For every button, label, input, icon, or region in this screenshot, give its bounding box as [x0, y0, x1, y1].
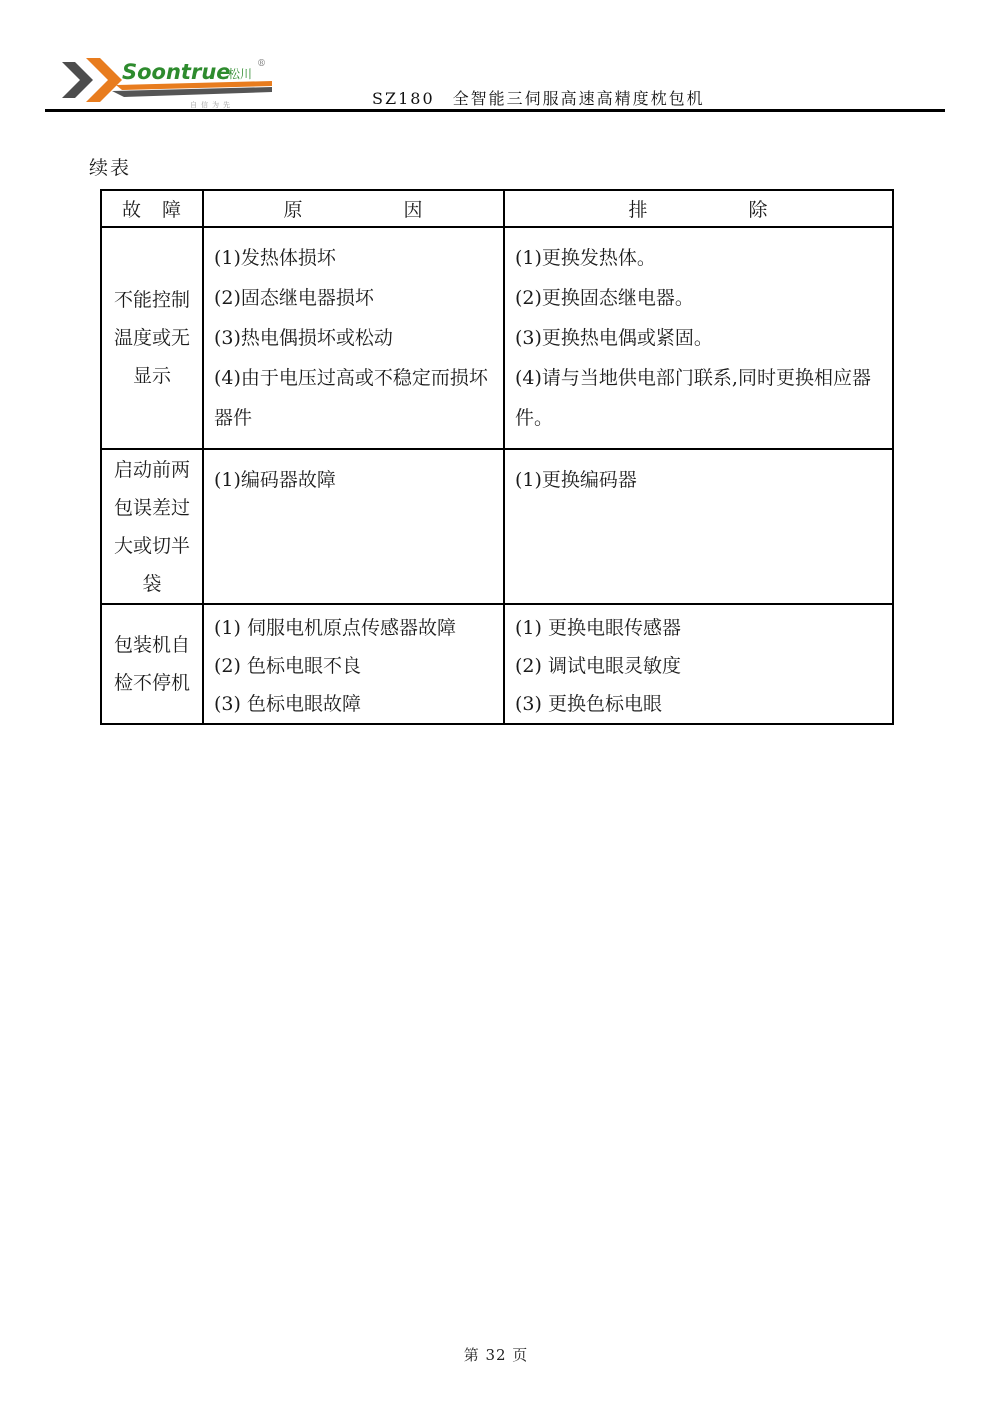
- remedy-cell: [504, 604, 893, 724]
- fault-cell: [101, 604, 203, 724]
- remedy-cell: [504, 449, 893, 604]
- cause-item: (1) 伺服电机原点传感器故障: [214, 617, 456, 639]
- remedy-item: (4)请与当地供电部门联系,同时更换相应器件。: [515, 367, 871, 429]
- remedy-item: (1)更换编码器: [515, 469, 637, 491]
- remedy-item: (2) 调试电眼灵敏度: [515, 655, 681, 677]
- fault-line: 启动前两: [113, 458, 190, 481]
- cause-item: (2)固态继电器损坏: [214, 287, 374, 309]
- column-header-remedy: 排 除: [504, 190, 893, 227]
- fault-line: 包误差过: [113, 496, 190, 519]
- fault-cell: [101, 449, 203, 604]
- remedy-item: (3)更换热电偶或紧固。: [515, 327, 713, 349]
- brand-name: Soontrue: [122, 60, 231, 84]
- cause-cell: [203, 227, 504, 449]
- registered-mark: ®: [257, 59, 266, 69]
- soontrue-logo: [60, 48, 275, 110]
- continued-table-label: 续表: [89, 157, 132, 179]
- double-chevron-icon: [62, 58, 122, 102]
- fault-cell: [101, 227, 203, 449]
- cause-cell: [203, 604, 504, 724]
- table-row: [101, 227, 893, 449]
- page-header: [0, 0, 992, 115]
- fault-line: 显示: [132, 365, 171, 387]
- column-header-cause: 原 因: [203, 190, 504, 227]
- fault-line: 包装机自: [113, 634, 190, 656]
- fault-line: 温度或无: [113, 327, 190, 349]
- cause-item: (2) 色标电眼不良: [214, 655, 361, 677]
- table-row: [101, 604, 893, 724]
- cause-cell: [203, 449, 504, 604]
- logo-tagline: 自信为先: [190, 101, 234, 109]
- column-header-fault: 故 障: [101, 190, 203, 227]
- fault-line: 检不停机: [113, 672, 190, 694]
- fault-line: 袋: [142, 572, 162, 595]
- remedy-item: (1) 更换电眼传感器: [515, 617, 681, 639]
- remedy-cell: [504, 227, 893, 449]
- cause-item: (3)热电偶损坏或松动: [214, 327, 393, 349]
- cause-item: (4)由于电压过高或不稳定而损坏器件: [214, 367, 488, 429]
- fault-line: 不能控制: [113, 289, 190, 311]
- page-number: 第 32 页: [463, 1346, 529, 1364]
- remedy-item: (1)更换发热体。: [515, 247, 656, 269]
- fault-line: 大或切半: [113, 534, 190, 557]
- table-row: [101, 449, 893, 604]
- remedy-item: (2)更换固态继电器。: [515, 287, 694, 309]
- troubleshooting-table: [100, 189, 894, 725]
- cause-item: (3) 色标电眼故障: [214, 693, 361, 715]
- remedy-item: (3) 更换色标电眼: [515, 693, 662, 715]
- cause-item: (1)发热体损坏: [214, 247, 336, 269]
- table-header-row: [101, 190, 893, 227]
- brand-name-cn: 松川: [228, 67, 253, 81]
- cause-item: (1)编码器故障: [214, 469, 336, 491]
- header-divider: [45, 109, 945, 112]
- document-title: SZ180 全智能三伺服高速高精度枕包机: [372, 89, 705, 108]
